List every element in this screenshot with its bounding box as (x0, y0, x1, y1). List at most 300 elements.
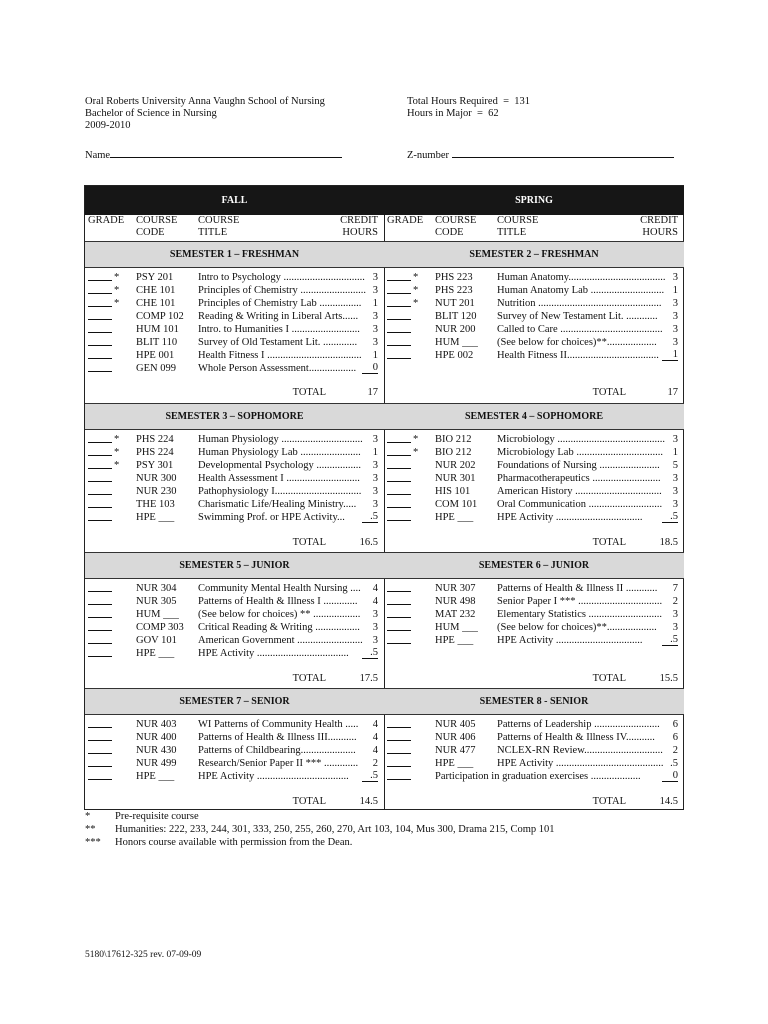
grade-blank[interactable] (88, 634, 112, 644)
grade-blank[interactable] (387, 459, 411, 469)
grade-blank[interactable] (387, 608, 411, 618)
course-title: American History ................................. (497, 486, 662, 497)
grade-blank[interactable] (387, 744, 411, 754)
course-row (384, 757, 684, 770)
grade-blank[interactable] (387, 297, 411, 307)
semester-heading: SEMESTER 3 – SOPHOMORE (85, 403, 384, 430)
credit-hours: 4 (372, 719, 378, 730)
name-blank[interactable] (110, 148, 342, 158)
course-title: Patterns of Health & Illness II ............ (497, 583, 658, 594)
prerequisite-marker: * (413, 285, 419, 296)
grade-blank[interactable] (88, 608, 112, 618)
course-code: HUM ___ (435, 622, 478, 633)
course-code: THE 103 (136, 499, 175, 510)
course-code: HPE ___ (435, 635, 474, 646)
grade-blank[interactable] (88, 271, 112, 281)
credit-hours: 3 (672, 272, 678, 283)
footnote-marker: * (85, 811, 91, 822)
name-field[interactable] (85, 148, 342, 161)
credit-hours: 2 (672, 596, 678, 607)
grade-blank[interactable] (88, 284, 112, 294)
grade-blank[interactable] (387, 485, 411, 495)
course-code: HPE 002 (435, 350, 474, 361)
course-row (85, 297, 384, 310)
course-row (85, 731, 384, 744)
total-label: TOTAL (592, 673, 626, 684)
semester-total (384, 536, 684, 550)
course-row (384, 634, 684, 647)
course-code: HPE 001 (136, 350, 175, 361)
total-hours: 15.5 (659, 673, 678, 684)
znumber-label: Z-number (407, 150, 449, 161)
footnote-text: Honors course available with permission from the Dean. (115, 837, 353, 848)
course-code: NUR 405 (435, 719, 476, 730)
total-label: TOTAL (292, 537, 326, 548)
course-title: Survey of Old Testament Lit. ............. (198, 337, 358, 348)
total-hours: 17 (667, 387, 678, 398)
course-row (85, 485, 384, 498)
credit-hours: 4 (372, 732, 378, 743)
credit-hours: 2 (372, 758, 378, 769)
semester-total (85, 795, 384, 809)
course-row (85, 621, 384, 634)
credit-hours: .5 (662, 634, 678, 646)
credit-hours: 3 (672, 622, 678, 633)
course-title: HPE Activity ................................... (198, 771, 349, 782)
course-code: NUR 406 (435, 732, 476, 743)
course-title: Health Fitness I .................................... (198, 350, 362, 361)
course-code: GEN 099 (136, 363, 176, 374)
credit-hours: 3 (372, 473, 378, 484)
semester-total (85, 672, 384, 686)
course-row (85, 634, 384, 647)
credit-hours: 1 (372, 298, 378, 309)
course-title: Patterns of Health & Illness I ............. (198, 596, 358, 607)
credit-hours: 3 (372, 272, 378, 283)
total-label: TOTAL (592, 387, 626, 398)
total-hours: 16.5 (359, 537, 378, 548)
znumber-field[interactable] (407, 148, 674, 161)
prerequisite-marker: * (413, 447, 419, 458)
credit-hours: .5 (670, 758, 678, 769)
credit-hours: 3 (372, 285, 378, 296)
course-title: Human Physiology Lab ....................... (198, 447, 361, 458)
fall-column-headings (85, 215, 384, 241)
spring-column-headings (384, 215, 684, 241)
course-row (384, 297, 684, 310)
footnote-marker: *** (85, 837, 101, 848)
semester-total (384, 672, 684, 686)
course-title: Principles of Chemistry Lab ................ (198, 298, 362, 309)
course-title: HPE Activity ......................................... (497, 758, 664, 769)
course-code: NUR 200 (435, 324, 476, 335)
course-row (384, 718, 684, 731)
total-hours: 14.5 (659, 796, 678, 807)
credit-hours: .5 (662, 511, 678, 523)
course-title: Swimming Prof. or HPE Activity... (198, 512, 345, 523)
course-title: WI Patterns of Community Health ..... (198, 719, 359, 730)
course-code: PHS 223 (435, 285, 473, 296)
course-title: Intro to Psychology ............................... (198, 272, 365, 283)
course-title: Developmental Psychology ................. (198, 460, 362, 471)
course-row (384, 511, 684, 524)
credit-hours: 6 (672, 719, 678, 730)
course-row (85, 433, 384, 446)
course-row (85, 310, 384, 323)
grade-blank[interactable] (88, 485, 112, 495)
course-row (384, 310, 684, 323)
prerequisite-marker: * (413, 272, 419, 283)
course-code: MAT 232 (435, 609, 476, 620)
footnotes (85, 810, 555, 849)
course-row (384, 770, 684, 783)
semester-heading: SEMESTER 1 – FRESHMAN (85, 241, 384, 268)
credit-hours: 4 (372, 745, 378, 756)
grade-blank[interactable] (88, 336, 112, 346)
course-code: BIO 212 (435, 434, 472, 445)
course-title: (See below for choices)**................... (497, 622, 657, 633)
semester-heading: SEMESTER 5 – JUNIOR (85, 552, 384, 579)
prerequisite-marker: * (114, 460, 120, 471)
grade-blank[interactable] (387, 472, 411, 482)
credit-hours: 1 (662, 349, 678, 361)
semester-total (85, 386, 384, 400)
course-row (384, 349, 684, 362)
course-row (85, 323, 384, 336)
course-code: PSY 301 (136, 460, 174, 471)
credit-hours: 3 (672, 337, 678, 348)
course-code: HIS 101 (435, 486, 471, 497)
course-title-heading: COURSE TITLE (497, 215, 539, 238)
grade-blank[interactable] (88, 349, 112, 359)
credit-hours: 1 (372, 447, 378, 458)
grade-blank[interactable] (88, 757, 112, 767)
course-code: NUR 300 (136, 473, 177, 484)
course-code: HUM ___ (136, 609, 179, 620)
grade-blank[interactable] (88, 744, 112, 754)
course-code: NUR 305 (136, 596, 177, 607)
grade-blank[interactable] (387, 595, 411, 605)
footnote (85, 823, 555, 836)
grade-blank[interactable] (387, 446, 411, 456)
grade-blank[interactable] (88, 297, 112, 307)
grade-blank[interactable] (387, 718, 411, 728)
name-label: Name (85, 150, 111, 161)
course-row (384, 595, 684, 608)
course-title: Oral Communication ............................ (497, 499, 663, 510)
credit-hours: 3 (372, 337, 378, 348)
grade-blank[interactable] (387, 284, 411, 294)
course-code: PHS 224 (136, 434, 174, 445)
course-row (85, 770, 384, 783)
course-row (384, 446, 684, 459)
total-label: TOTAL (292, 387, 326, 398)
course-title: Participation in graduation exercises ................... (435, 771, 641, 782)
academic-year: 2009-2010 (85, 120, 131, 131)
grade-blank[interactable] (88, 621, 112, 631)
credit-hours: 3 (372, 311, 378, 322)
grade-blank[interactable] (387, 336, 411, 346)
grade-blank[interactable] (88, 433, 112, 443)
course-code: COMP 102 (136, 311, 184, 322)
grade-blank[interactable] (387, 310, 411, 320)
credit-hours: 7 (672, 583, 678, 594)
total-hours: 17 (367, 387, 378, 398)
course-title: Microbiology Lab ................................. (497, 447, 663, 458)
credit-hours: 3 (672, 486, 678, 497)
grade-blank[interactable] (88, 323, 112, 333)
course-title: Community Mental Health Nursing .... (198, 583, 361, 594)
footnote (85, 836, 555, 849)
total-hours-required: Total Hours Required = 131 (407, 96, 531, 107)
grade-blank[interactable] (387, 271, 411, 281)
course-row (85, 608, 384, 621)
course-code: HPE ___ (136, 512, 175, 523)
course-code: NUR 477 (435, 745, 476, 756)
course-title: HPE Activity ................................... (198, 648, 349, 659)
grade-blank[interactable] (387, 634, 411, 644)
course-title: Health Assessment I ............................ (198, 473, 360, 484)
prerequisite-marker: * (413, 434, 419, 445)
grade-blank[interactable] (88, 731, 112, 741)
course-row (384, 498, 684, 511)
course-title-heading: COURSE TITLE (198, 215, 240, 238)
course-title: Pathophysiology I................................. (198, 486, 362, 497)
credit-hours: 3 (372, 499, 378, 510)
course-title: Microbiology ......................................... (497, 434, 665, 445)
course-code: GOV 101 (136, 635, 177, 646)
course-code: PHS 223 (435, 272, 473, 283)
semester-total (85, 536, 384, 550)
total-label: TOTAL (292, 673, 326, 684)
course-row (85, 511, 384, 524)
grade-blank[interactable] (88, 647, 112, 657)
credit-hours: 4 (372, 583, 378, 594)
course-code: HPE ___ (435, 758, 474, 769)
credit-hours: 3 (672, 324, 678, 335)
grade-blank[interactable] (88, 446, 112, 456)
course-code: HUM ___ (435, 337, 478, 348)
grade-blank[interactable] (88, 718, 112, 728)
grade-blank[interactable] (88, 595, 112, 605)
spring-column (384, 186, 684, 809)
credit-hours: 3 (372, 622, 378, 633)
course-code: HPE ___ (435, 512, 474, 523)
semester-heading: SEMESTER 4 – SOPHOMORE (384, 403, 684, 430)
credit-hours: .5 (362, 770, 378, 782)
prerequisite-marker: * (114, 447, 120, 458)
credit-hours: .5 (362, 511, 378, 523)
course-code: CHE 101 (136, 285, 176, 296)
fall-column (85, 186, 385, 809)
course-row (85, 718, 384, 731)
course-row (384, 433, 684, 446)
total-hours: 17.5 (359, 673, 378, 684)
credit-hours: 3 (672, 298, 678, 309)
course-title: Reading & Writing in Liberal Arts...... (198, 311, 359, 322)
course-code: PHS 224 (136, 447, 174, 458)
grade-blank[interactable] (387, 498, 411, 508)
prerequisite-marker: * (114, 285, 120, 296)
credit-hours: 3 (672, 473, 678, 484)
credit-hours: 3 (672, 499, 678, 510)
grade-blank[interactable] (387, 770, 411, 780)
course-title: Foundations of Nursing ....................... (497, 460, 660, 471)
total-hours: 18.5 (659, 537, 678, 548)
grade-blank[interactable] (88, 459, 112, 469)
course-title: Human Physiology ............................... (198, 434, 363, 445)
total-label: TOTAL (292, 796, 326, 807)
course-code: NUR 403 (136, 719, 177, 730)
credit-hours: 6 (672, 732, 678, 743)
course-code: NUR 498 (435, 596, 476, 607)
course-title: Health Fitness II................................... (497, 350, 659, 361)
course-row (85, 595, 384, 608)
credit-hours: 1 (672, 285, 678, 296)
grade-blank[interactable] (387, 621, 411, 631)
course-title: Survey of New Testament Lit. ............ (497, 311, 658, 322)
grade-blank[interactable] (387, 731, 411, 741)
course-title: Nutrition ............................................... (497, 298, 662, 309)
course-row (384, 608, 684, 621)
course-row (384, 731, 684, 744)
credit-hours: 3 (372, 460, 378, 471)
grade-blank[interactable] (387, 511, 411, 521)
course-row (85, 647, 384, 660)
course-title: Research/Senior Paper II *** ............. (198, 758, 359, 769)
school-name: Oral Roberts University Anna Vaughn School of Nursing (85, 96, 325, 107)
course-title: Senior Paper I *** ................................ (497, 596, 663, 607)
prerequisite-marker: * (413, 298, 419, 309)
grade-blank[interactable] (88, 498, 112, 508)
credit-hours-heading: CREDIT HOURS (340, 215, 378, 238)
znumber-blank[interactable] (452, 148, 674, 158)
credit-hours: 3 (372, 635, 378, 646)
course-code: NUR 230 (136, 486, 177, 497)
course-row (384, 323, 684, 336)
course-code: NUT 201 (435, 298, 475, 309)
course-grid (84, 185, 684, 810)
grade-heading: GRADE (88, 215, 125, 226)
course-row (85, 336, 384, 349)
course-title: Patterns of Leadership ......................... (497, 719, 660, 730)
course-row (85, 362, 384, 375)
grade-blank[interactable] (88, 472, 112, 482)
course-title: Human Anatomy Lab ............................ (497, 285, 665, 296)
course-code-heading: COURSE CODE (435, 215, 477, 238)
course-title: Charismatic Life/Healing Ministry..... (198, 499, 357, 510)
course-code: HPE ___ (136, 771, 175, 782)
credit-hours: 0 (362, 362, 378, 374)
course-row (384, 459, 684, 472)
course-title: Pharmacotherapeutics .......................... (497, 473, 661, 484)
course-title: American Government ......................... (198, 635, 363, 646)
semester-heading: SEMESTER 2 – FRESHMAN (384, 241, 684, 268)
grade-blank[interactable] (387, 433, 411, 443)
course-row (384, 621, 684, 634)
total-label: TOTAL (592, 796, 626, 807)
form-number: 5180\17612-325 rev. 07-09-09 (85, 950, 202, 960)
course-code: COMP 303 (136, 622, 184, 633)
course-title: Patterns of Health & Illness IV........... (497, 732, 655, 743)
credit-hours: 0 (662, 770, 678, 782)
grade-blank[interactable] (88, 362, 112, 372)
course-row (384, 336, 684, 349)
course-title: Intro. to Humanities I .......................... (198, 324, 360, 335)
credit-hours: 3 (372, 434, 378, 445)
course-code: NUR 202 (435, 460, 476, 471)
course-code: NUR 499 (136, 758, 177, 769)
course-code: HPE ___ (136, 648, 175, 659)
grade-blank[interactable] (88, 310, 112, 320)
credit-hours-heading: CREDIT HOURS (640, 215, 678, 238)
credit-hours: 3 (672, 311, 678, 322)
credit-hours: 3 (372, 486, 378, 497)
course-code-heading: COURSE CODE (136, 215, 178, 238)
course-row (85, 271, 384, 284)
course-title: (See below for choices) ** .................. (198, 609, 361, 620)
course-row (85, 498, 384, 511)
semester-heading: SEMESTER 7 – SENIOR (85, 688, 384, 715)
course-row (85, 446, 384, 459)
fall-header: FALL (85, 186, 384, 215)
course-code: BIO 212 (435, 447, 472, 458)
course-code: NUR 307 (435, 583, 476, 594)
course-row (384, 271, 684, 284)
school-header (85, 96, 325, 132)
credit-hours: 3 (372, 324, 378, 335)
course-title: Critical Reading & Writing ................. (198, 622, 360, 633)
course-code: NUR 400 (136, 732, 177, 743)
footnote-text: Humanities: 222, 233, 244, 301, 333, 250, 255, 260, 270, Art 103, 104, Mus 300, Drama 215, Comp 101 (115, 824, 555, 835)
course-title: HPE Activity ................................. (497, 512, 643, 523)
course-row (85, 744, 384, 757)
course-code: BLIT 110 (136, 337, 178, 348)
semester-total (384, 795, 684, 809)
course-code: NUR 304 (136, 583, 177, 594)
course-title: (See below for choices)**................... (497, 337, 657, 348)
course-row (384, 472, 684, 485)
grade-blank[interactable] (88, 770, 112, 780)
footnote-text: Pre-requisite course (115, 811, 199, 822)
course-title: Patterns of Childbearing..................... (198, 745, 356, 756)
course-title: Patterns of Health & Illness III........... (198, 732, 357, 743)
spring-header: SPRING (384, 186, 684, 215)
course-code: BLIT 120 (435, 311, 477, 322)
prerequisite-marker: * (114, 272, 120, 283)
course-row (384, 485, 684, 498)
grade-blank[interactable] (387, 323, 411, 333)
grade-blank[interactable] (387, 582, 411, 592)
hours-summary (407, 96, 530, 120)
grade-blank[interactable] (387, 349, 411, 359)
course-code: NUR 430 (136, 745, 177, 756)
grade-blank[interactable] (387, 757, 411, 767)
grade-blank[interactable] (88, 511, 112, 521)
course-title: Principles of Chemistry ......................... (198, 285, 366, 296)
course-title: Human Anatomy..................................... (497, 272, 666, 283)
course-row (85, 582, 384, 595)
grade-blank[interactable] (88, 582, 112, 592)
course-row (384, 284, 684, 297)
grade-heading: GRADE (387, 215, 424, 226)
footnote-marker: ** (85, 824, 96, 835)
course-code: NUR 301 (435, 473, 476, 484)
course-row (384, 582, 684, 595)
course-code: PSY 201 (136, 272, 174, 283)
course-row (384, 744, 684, 757)
credit-hours: 3 (672, 609, 678, 620)
